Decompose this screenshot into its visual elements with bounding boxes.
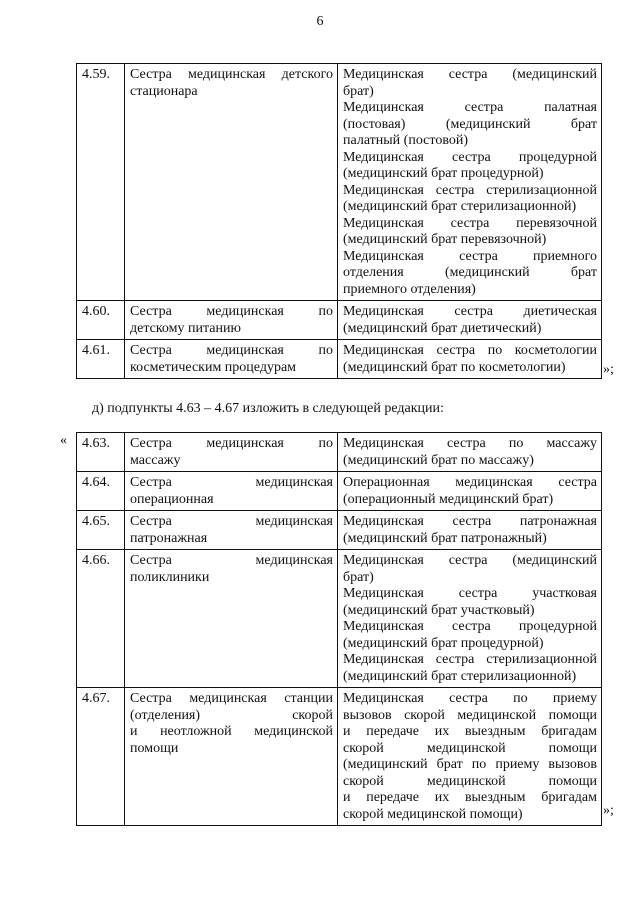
job-title-line: Медицинская сестра процедурной: [343, 619, 597, 634]
position-name-line: Сестра медицинская: [130, 514, 333, 529]
position-name: [125, 340, 338, 379]
item-number: 4.65.: [77, 511, 125, 550]
position-name-line: (отделения) скорой: [130, 707, 333, 723]
job-title-line: (медицинский брат участковый): [343, 602, 535, 618]
job-title-line: вызовов скорой медицинской помощи: [343, 707, 597, 723]
job-title-line: брат): [343, 83, 374, 99]
closing-quote-mark: »;: [603, 362, 614, 377]
job-title-line: Медицинская сестра по приему: [343, 691, 597, 706]
position-name-line: поликлиники: [130, 569, 210, 585]
job-title-line: (постовая) (медицинский брат: [343, 116, 597, 132]
page-number: 6: [316, 14, 324, 29]
job-title-line: (медицинский брат диетический): [343, 320, 542, 336]
job-title-line: Медицинская сестра по косметологии: [343, 343, 597, 358]
table-row: [77, 472, 602, 511]
job-title-line: Медицинская сестра перевязочной: [343, 215, 597, 231]
job-title-line: отделения (медицинский брат: [343, 265, 597, 280]
position-name-line: Сестра медицинская: [130, 475, 333, 490]
job-title-line: Медицинская сестра стерилизационной: [343, 182, 597, 198]
item-number: 4.64.: [77, 472, 125, 511]
job-titles: [338, 64, 602, 301]
job-title-line: Медицинская сестра (медицинский: [343, 67, 597, 82]
job-title-line: палатный (постовой): [343, 133, 468, 148]
position-name: [125, 511, 338, 550]
job-title-line: Медицинская сестра процедурной: [343, 149, 597, 165]
job-titles: [338, 433, 602, 472]
position-name-line: помощи: [130, 740, 179, 756]
job-title-line: скорой медицинской помощи: [343, 740, 597, 756]
position-name-line: Сестра медицинская детского: [130, 67, 333, 82]
job-title-line: и передаче их выездным бригадам: [343, 724, 597, 739]
item-number: 4.60.: [77, 301, 125, 340]
job-title-line: Медицинская сестра приемного: [343, 248, 597, 264]
job-title-line: брат): [343, 569, 374, 585]
job-title-line: Медицинская сестра участковая: [343, 586, 597, 601]
table-row: [77, 550, 602, 688]
job-title-line: Медицинская сестра диетическая: [343, 304, 597, 319]
position-name: [125, 433, 338, 472]
professions-table-2: [76, 432, 602, 826]
position-name-line: Сестра медицинская по: [130, 343, 333, 358]
position-name-line: и неотложной медицинской: [130, 724, 333, 739]
job-title-line: (медицинский брат по косметологии): [343, 359, 566, 375]
job-title-line: (медицинский брат процедурной): [343, 635, 544, 651]
table-row: [77, 433, 602, 472]
position-name-line: операционная: [130, 491, 214, 507]
job-title-line: скорой медицинской помощи): [343, 806, 523, 822]
job-title-line: Медицинская сестра стерилизационной: [343, 652, 597, 667]
table-row: [77, 64, 602, 301]
job-title-line: (медицинский брат стерилизационной): [343, 668, 577, 684]
amendment-paragraph: д) подпункты 4.63 – 4.67 изложить в следующей редакции:: [92, 401, 444, 416]
job-titles: [338, 550, 602, 688]
position-name-line: стационара: [130, 83, 198, 99]
job-title-line: (медицинский брат по приему вызовов: [343, 757, 597, 772]
job-titles: [338, 511, 602, 550]
job-title-line: (медицинский брат процедурной): [343, 166, 544, 181]
job-title-line: Медицинская сестра патронажная: [343, 514, 597, 529]
item-number: 4.61.: [77, 340, 125, 379]
position-name-line: косметическим процедурам: [130, 359, 297, 375]
position-name-line: Сестра медицинская по: [130, 436, 333, 451]
job-title-line: (медицинский брат патронажный): [343, 530, 547, 546]
job-titles: [338, 301, 602, 340]
job-title-line: скорой медицинской помощи: [343, 773, 597, 789]
job-title-line: (медицинский брат по массажу): [343, 452, 534, 468]
table-row: [77, 688, 602, 826]
item-number: 4.66.: [77, 550, 125, 688]
table-row: [77, 340, 602, 379]
position-name: [125, 64, 338, 301]
position-name-line: Сестра медицинская станции: [130, 691, 333, 706]
professions-table-1: [76, 63, 602, 379]
job-title-line: и передаче их выездным бригадам: [343, 790, 597, 805]
item-number: 4.59.: [77, 64, 125, 301]
position-name: [125, 550, 338, 688]
closing-quote-mark-2: »;: [603, 803, 614, 818]
position-name: [125, 301, 338, 340]
position-name-line: Сестра медицинская: [130, 553, 333, 568]
job-titles: [338, 688, 602, 826]
position-name: [125, 472, 338, 511]
position-name-line: детскому питанию: [130, 320, 241, 336]
job-title-line: Операционная медицинская сестра: [343, 475, 597, 490]
job-title-line: (операционный медицинский брат): [343, 491, 554, 507]
job-title-line: Медицинская сестра палатная: [343, 100, 597, 115]
table-row: [77, 511, 602, 550]
job-titles: [338, 340, 602, 379]
position-name-line: патронажная: [130, 530, 208, 546]
job-title-line: (медицинский брат перевязочной): [343, 232, 547, 247]
job-title-line: приемного отделения): [343, 281, 476, 297]
job-title-line: Медицинская сестра по массажу: [343, 436, 597, 451]
position-name: [125, 688, 338, 826]
item-number: 4.63.: [77, 433, 125, 472]
job-titles: [338, 472, 602, 511]
item-number: 4.67.: [77, 688, 125, 826]
table-row: [77, 301, 602, 340]
job-title-line: Медицинская сестра (медицинский: [343, 553, 597, 568]
position-name-line: Сестра медицинская по: [130, 304, 333, 319]
job-title-line: (медицинский брат стерилизационной): [343, 199, 577, 214]
opening-quote-mark: «: [60, 433, 67, 448]
position-name-line: массажу: [130, 452, 181, 468]
